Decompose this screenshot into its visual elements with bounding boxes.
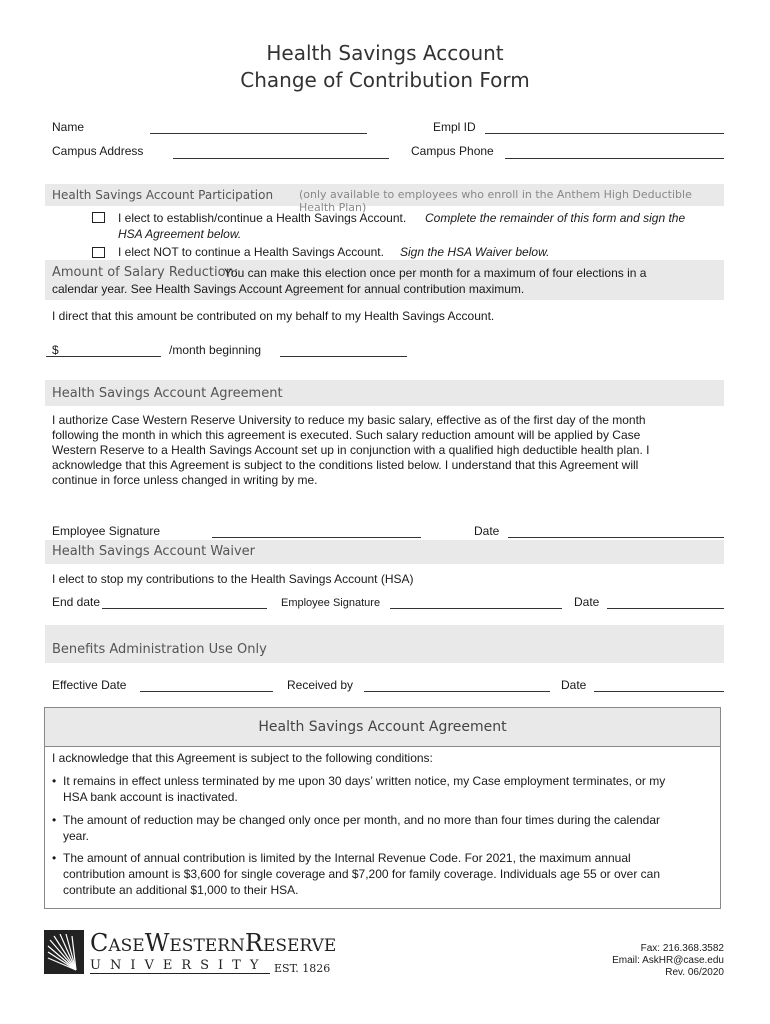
dollar-sign: $ (52, 343, 59, 357)
participation-heading: Health Savings Account Participation (52, 188, 274, 202)
logo-word: ASE (108, 936, 145, 956)
conditions-intro: I acknowledge that this Agreement is subject to the following conditions: (52, 751, 433, 765)
waiver-text: I elect to stop my contributions to the Health Savings Account (HSA) (52, 572, 414, 586)
condition-line: contribution amount is $3,600 for single coverage and $7,200 for family coverage. Individuals age 55 or over can (63, 867, 661, 881)
elect-continue-checkbox[interactable] (92, 212, 105, 223)
form-title-line1: Health Savings Account (266, 41, 504, 65)
end-date-label: End date (52, 595, 101, 609)
form-title-line2: Change of Contribution Form (240, 68, 530, 92)
agreement-heading: Health Savings Account Agreement (52, 386, 283, 401)
name-field[interactable] (150, 133, 367, 134)
elect-not-continue-checkbox[interactable] (92, 247, 105, 258)
cwru-wordmark (90, 930, 336, 960)
option1-text: I elect to establish/continue a Health Savings Account. (118, 211, 407, 225)
logo-rule (90, 973, 270, 974)
option1-note-a: Complete the remainder of this form and sign the (425, 211, 686, 225)
bullet-icon: • (52, 851, 57, 865)
salary-reduction-heading: Amount of Salary Reduction: (52, 265, 239, 280)
waiver-header (45, 540, 724, 564)
salary-reduction-header (45, 260, 724, 300)
agreement-line: continue in force unless changed in writing by me. (52, 473, 318, 487)
logo-university: UNIVERSITY (90, 958, 268, 973)
month-beginning-label: /month beginning (169, 343, 262, 357)
campus-address-label: Campus Address (52, 144, 144, 158)
option1-note-b: HSA Agreement below. (118, 227, 242, 241)
logo-letter: C (90, 929, 109, 957)
logo-word: ESTERN (169, 936, 245, 956)
end-date-field[interactable] (102, 608, 267, 609)
agreement-line: following the month in which this agreement is executed. Such salary reduction amount will be applied by Case (52, 428, 641, 442)
condition-item (52, 773, 702, 805)
effective-date-field[interactable] (140, 691, 273, 692)
agreement-header (45, 380, 724, 406)
waiver-signature-field[interactable] (390, 608, 562, 609)
received-by-label: Received by (287, 678, 354, 692)
agreement-line: I authorize Case Western Reserve University to reduce my basic salary, effective as of the first day of the month (52, 413, 646, 427)
direct-text: I direct that this amount be contributed on my behalf to my Health Savings Account. (52, 309, 495, 323)
sunburst-icon (44, 930, 84, 974)
admin-date-field[interactable] (594, 691, 724, 692)
salary-reduction-desc-b: calendar year. See Health Savings Account Agreement for annual contribution maximum. (52, 282, 525, 296)
agreement-signature-label: Employee Signature (52, 524, 161, 538)
agreement-line: Western Reserve to a Health Savings Account set up in conjunction with a qualified high deductible health plan. I (52, 443, 650, 457)
condition-line: The amount of annual contribution is limited by the Internal Revenue Code. For 2021, the maximum annual (63, 851, 631, 865)
logo-letter: W (144, 929, 170, 957)
campus-phone-field[interactable] (505, 158, 724, 159)
agreement-signature-field[interactable] (212, 537, 421, 538)
received-by-field[interactable] (364, 691, 550, 692)
agreement-date-label: Date (474, 524, 500, 538)
footer-email: Email: AskHR@case.edu (612, 955, 724, 966)
empl-id-label: Empl ID (433, 120, 476, 134)
condition-line: The amount of reduction may be changed only once per month, and no more than four times during the calendar (63, 813, 661, 827)
condition-item (52, 850, 702, 898)
campus-phone-label: Campus Phone (411, 144, 494, 158)
bullet-icon: • (52, 774, 57, 788)
condition-line: year. (63, 829, 90, 843)
participation-header (45, 184, 724, 214)
participation-note: (only available to employees who enroll in the Anthem High Deductible Health Plan) (299, 188, 692, 214)
footer-fax: Fax: 216.368.3582 (640, 943, 724, 954)
campus-address-field[interactable] (173, 158, 389, 159)
form-title (0, 40, 770, 94)
condition-line: It remains in effect unless terminated by me upon 30 days’ written notice, my Case employment terminates, or my (63, 774, 666, 788)
footer-rev: Rev. 06/2020 (665, 967, 724, 978)
admin-header (45, 625, 724, 663)
conditions-heading: Health Savings Account Agreement (45, 708, 720, 747)
waiver-signature-label: Employee Signature (281, 597, 381, 609)
effective-date-label: Effective Date (52, 678, 127, 692)
waiver-date-label: Date (574, 595, 600, 609)
name-label: Name (52, 120, 85, 134)
month-beginning-field[interactable] (280, 356, 407, 357)
condition-item (52, 812, 702, 844)
option2-text: I elect NOT to continue a Health Savings Account. (118, 245, 384, 259)
condition-line: HSA bank account is inactivated. (63, 790, 238, 804)
admin-heading: Benefits Administration Use Only (52, 642, 267, 657)
amount-field[interactable] (46, 356, 161, 357)
admin-date-label: Date (561, 678, 587, 692)
salary-reduction-desc-a: You can make this election once per month for a maximum of four elections in a (224, 266, 647, 280)
agreement-text (52, 413, 722, 488)
option2-note: Sign the HSA Waiver below. (400, 245, 550, 259)
logo-est: EST. 1826 (274, 962, 331, 975)
empl-id-field[interactable] (485, 133, 724, 134)
cwru-seal-icon (44, 930, 84, 974)
condition-line: contribute an additional $1,000 to their HSA. (63, 883, 299, 897)
agreement-line: acknowledge that this Agreement is subject to the conditions listed below. I understand that this Agreement will (52, 458, 639, 472)
logo-letter: R (244, 929, 263, 957)
agreement-date-field[interactable] (508, 537, 724, 538)
logo-word: ESERVE (262, 936, 337, 956)
bullet-icon: • (52, 813, 57, 827)
waiver-heading: Health Savings Account Waiver (52, 544, 255, 559)
waiver-date-field[interactable] (607, 608, 724, 609)
